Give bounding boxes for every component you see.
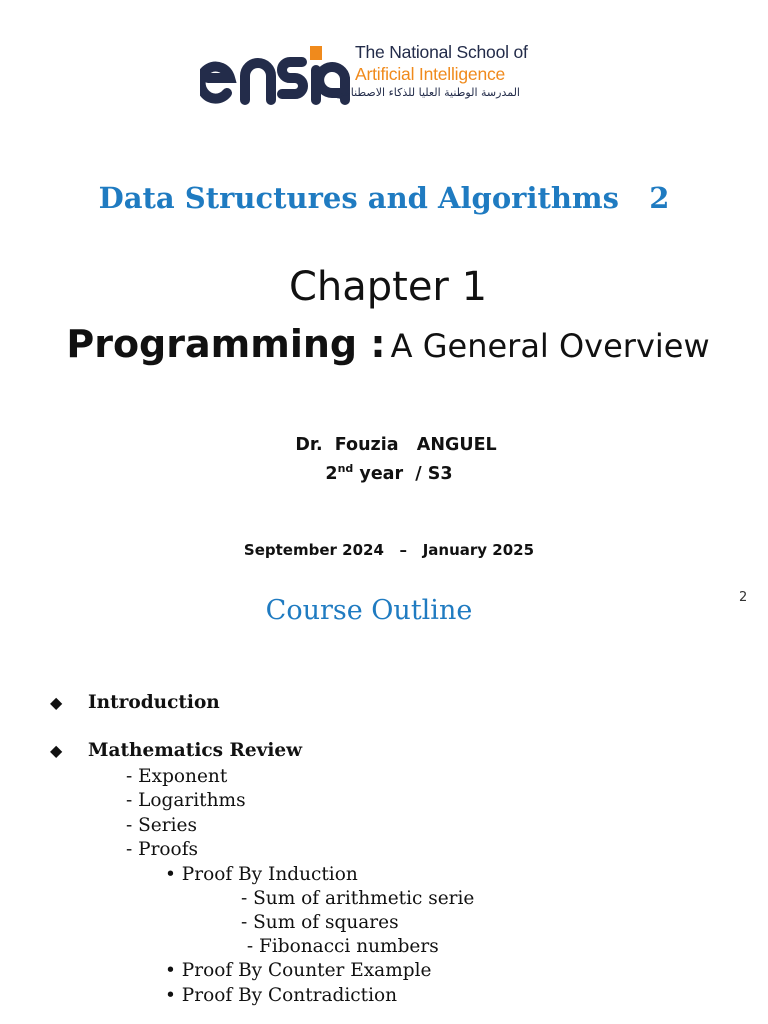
list-item: - Sum of arithmetic serie: [241, 888, 475, 909]
outline-section-math-review: [50, 740, 302, 761]
diamond-bullet-icon: ◆: [50, 741, 63, 760]
year-number: 2: [325, 464, 338, 484]
outline-title: Course Outline: [265, 595, 473, 626]
list-item: - Proofs: [126, 839, 199, 860]
list-item: - Fibonacci numbers: [241, 936, 439, 957]
logo-tagline-arabic: المدرسة الوطنية العليا للذكاء الاصطناعي: [335, 86, 520, 99]
page-number: 2: [739, 590, 748, 605]
outline-section-introduction: [50, 692, 220, 713]
list-item: • Proof By Contradiction: [165, 985, 398, 1006]
year-ordinal: nd: [337, 462, 354, 475]
list-item: - Sum of squares: [241, 912, 399, 933]
ensia-wordmark-logo: [200, 38, 350, 108]
author-name: Dr. Fouzia ANGUEL: [295, 435, 497, 455]
course-title: Data Structures and Algorithms 2: [98, 181, 670, 215]
logo-tagline-line2: Artificial Intelligence: [355, 64, 506, 84]
logo-tagline-line1: The National School of: [355, 42, 528, 62]
section-title: Introduction: [88, 692, 220, 713]
chapter-heading: Chapter 1: [288, 264, 488, 310]
diamond-bullet-icon: ◆: [50, 693, 63, 712]
chapter-subtitle: [0, 322, 768, 366]
year-rest: year / S3: [353, 464, 453, 484]
ensia-logo: [200, 38, 530, 108]
semester-dates: September 2024 – January 2025: [243, 541, 535, 559]
list-item: • Proof By Counter Example: [165, 960, 432, 981]
chapter-subtitle-light: A General Overview: [390, 327, 710, 365]
list-item: • Proof By Induction: [165, 864, 358, 885]
list-item: - Series: [126, 815, 197, 836]
study-year: [0, 462, 768, 484]
section-title: Mathematics Review: [88, 740, 303, 761]
list-item: - Logarithms: [126, 790, 246, 811]
chapter-subtitle-strong: Programming :: [66, 322, 386, 366]
list-item: - Exponent: [126, 766, 228, 787]
